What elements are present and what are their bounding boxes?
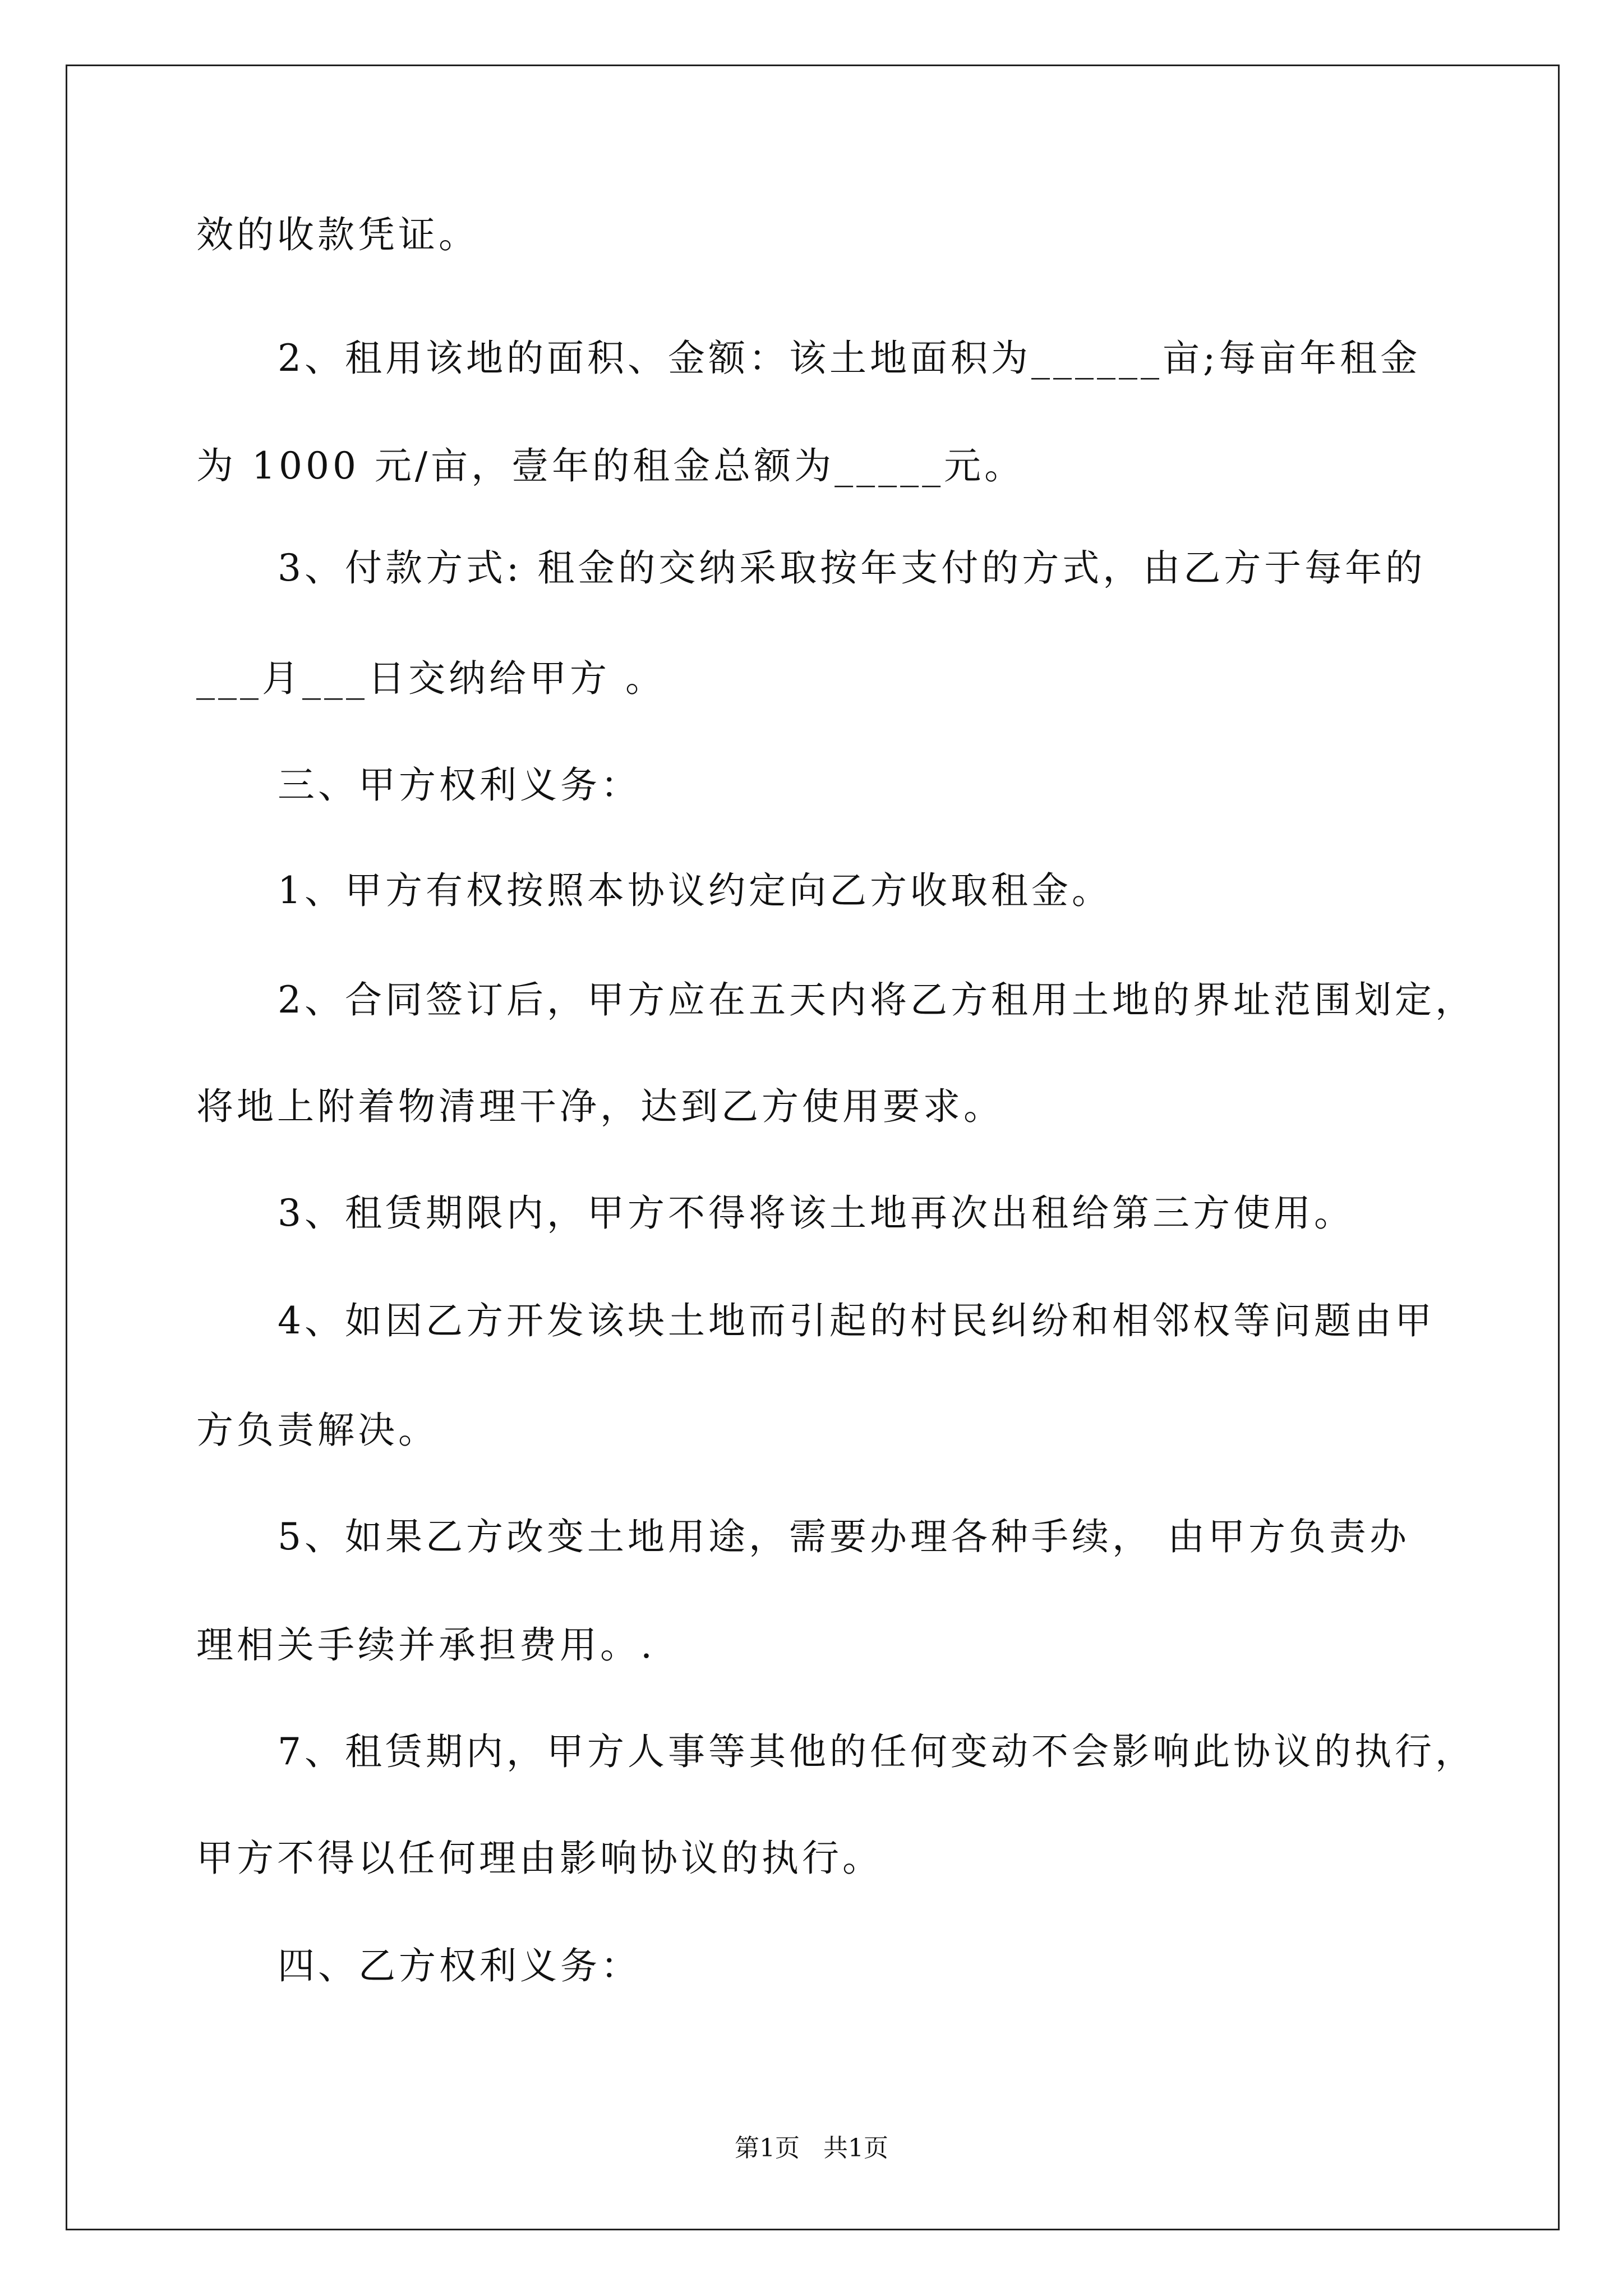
paragraph-line: 2、租用该地的面积、金额：该土地面积为______亩;每亩年租金 [278,337,1421,380]
paragraph-line: 方负责解决。 [196,1409,439,1452]
paragraph-line: 3、租赁期限内，甲方不得将该土地再次出租给第三方使用。 [278,1191,1354,1235]
paragraph-line: 3、付款方式: 租金的交纳采取按年支付的方式，由乙方于每年的 [278,546,1426,590]
paragraph-line: 2、合同签订后，甲方应在五天内将乙方租用土地的界址范围划定， [278,978,1476,1022]
paragraph-line: 将地上附着物清理干净，达到乙方使用要求。 [196,1085,1004,1128]
paragraph-line: 7、租赁期内，甲方人事等其他的任何变动不会影响此协议的执行， [278,1730,1476,1773]
paragraph-line: 效的收款凭证。 [196,213,479,256]
paragraph-line: ___月___日交纳给甲方 。 [196,657,666,700]
paragraph-line: 4、如因乙方开发该块土地而引起的村民纠纷和相邻权等问题由甲 [278,1299,1435,1342]
paragraph-line: 为 1000 元/亩，壹年的租金总额为_____元。 [196,444,1025,487]
section-heading: 三、甲方权利义务： [278,763,641,807]
page-border [66,65,1560,2230]
paragraph-line: 5、如果乙方改变土地用途，需要办理各种手续， 由甲方负责办 [278,1515,1410,1558]
section-heading: 四、乙方权利义务： [278,1944,641,1987]
paragraph-line: 1、甲方有权按照本协议约定向乙方收取租金。 [278,869,1112,912]
paragraph-line: 理相关手续并承担费用。. [196,1623,656,1667]
paragraph-line: 甲方不得以任何理由影响协议的执行。 [196,1837,883,1880]
page-number-footer: 第1页 共1页 [735,2134,888,2162]
